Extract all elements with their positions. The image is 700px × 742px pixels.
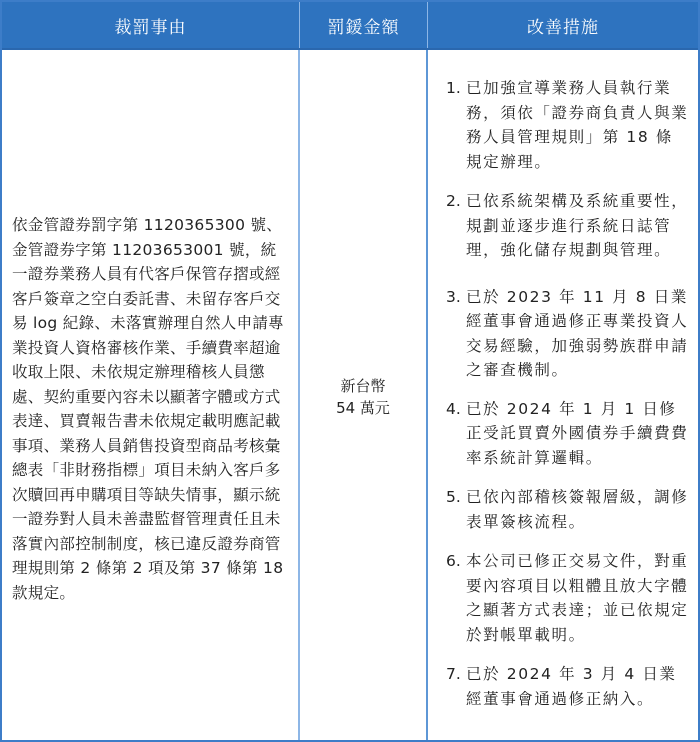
measure-text: 已加強宣導業務人員執行業務，須依「證券商負責人與業務人員管理規則」第 18 條規定辦理。 [466, 79, 689, 171]
measure-text: 本公司已修正交易文件，對重要內容項目以粗體且放大字體之顯著方式表達；並已依規定於對帳單載明。 [466, 552, 689, 644]
measure-number: 7. [446, 665, 461, 683]
fine-currency: 新台幣 [340, 377, 386, 395]
fine-amount [336, 375, 390, 419]
penalty-reason-text: 依金管證券罰字第 1120365300 號、金管證券字第 11203653001 號，統一證券業務人員有代客戶保管存摺或經客戶簽章之空白委託書、未留存客戶交易 log 紀錄、未落實辦理自然人申請專業投資人資格審核作業、手續費率超逾收取上限、未依規定辦理稽核人員懲處、契約重要內容未以顯著字體或方式表達、買賣報告書未依規定載明應記載事項、業務人員銷售投資型商品考核彙總表「非財務指標」項目未納入客戶多次贖回再申購項目等缺失情事，顯示統一證券對人員未善盡監督管理責任且未落實內部控制制度，核已違反證券商管理規則第 2 條第 2 項及第 37 條第 18 款規定。 [12, 216, 284, 602]
measure-number: 5. [446, 488, 461, 506]
measure-number: 3. [446, 287, 461, 306]
header-improvement-measures: 改善措施 [527, 17, 599, 38]
header-fine-amount: 罰鍰金額 [300, 2, 428, 48]
measure-text: 已依內部稽核簽報層級，調修表單簽核流程。 [466, 488, 689, 531]
measure-text: 已於 2024 年 1 月 1 日修正受託買賣外國債券手續費費率系統計算邏輯。 [466, 399, 689, 467]
measure-number: 2. [446, 192, 461, 210]
measures-list [446, 76, 690, 711]
measure-item [446, 189, 690, 263]
measure-item [446, 549, 690, 647]
measure-item [446, 76, 690, 174]
measure-text: 已依系統架構及系統重要性，規劃並逐步進行系統日誌管理，強化儲存規劃與管理。 [466, 192, 689, 259]
measure-number: 4. [446, 399, 461, 418]
measure-item [446, 485, 690, 534]
measure-item [446, 662, 690, 711]
header-penalty-reason: 裁罰事由 [2, 2, 300, 48]
cell-improvement-measures [428, 50, 698, 740]
measure-item [446, 397, 690, 471]
cell-fine-amount [300, 50, 428, 740]
table-row [2, 50, 698, 740]
measure-number: 6. [446, 552, 461, 570]
measure-text: 已於 2024 年 3 月 4 日業經董事會通過修正納入。 [466, 665, 677, 708]
measure-number: 1. [446, 79, 461, 97]
table-header [2, 2, 698, 50]
fine-value: 54 萬元 [336, 399, 390, 417]
cell-penalty-reason [2, 50, 300, 740]
measure-text: 已於 2023 年 11 月 8 日業經董事會通過修正專業投資人交易經驗，加強弱勢族群申請之審查機制。 [466, 287, 689, 379]
measure-item [446, 285, 690, 383]
